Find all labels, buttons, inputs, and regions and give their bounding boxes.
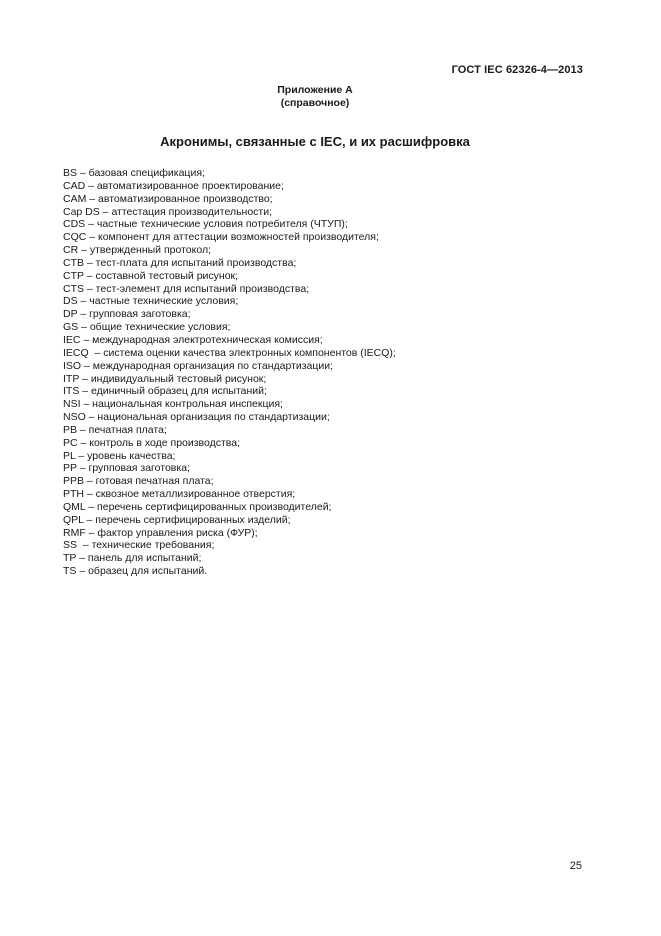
acronym-item: ITP – индивидуальный тестовый рисунок;	[63, 372, 267, 385]
acronym-item: CTS – тест-элемент для испытаний производства;	[63, 282, 310, 295]
acronym-item: QML – перечень сертифицированных производителей;	[63, 500, 332, 513]
acronym-item: PPB – готовая печатная плата;	[63, 475, 214, 488]
acronym-item: ITS – единичный образец для испытаний;	[63, 385, 267, 398]
acronym-item: TS – образец для испытаний.	[63, 565, 208, 578]
page-number: 25	[569, 860, 582, 872]
acronym-item: CR – утвержденный протокол;	[63, 244, 211, 257]
acronym-item: CAD – автоматизированное проектирование;	[63, 179, 284, 192]
annex-type: (справочное)	[280, 97, 350, 109]
annex-label: Приложение А	[277, 84, 353, 96]
acronym-item: TP – панель для испытаний;	[63, 552, 202, 565]
acronym-item: PB – печатная плата;	[63, 423, 167, 436]
acronym-item: NSO – национальная организация по стандартизации;	[63, 411, 330, 424]
acronym-item: DS – частные технические условия;	[63, 295, 239, 308]
acronym-item: ISO – международная организация по стандартизации;	[63, 359, 334, 372]
acronym-item: PTH – сквозное металлизированное отверстия;	[63, 488, 296, 501]
acronym-item: PL – уровень качества;	[63, 449, 176, 462]
acronym-item: GS – общие технические условия;	[63, 321, 231, 334]
acronym-list	[63, 167, 583, 578]
acronym-item: PP – групповая заготовка;	[63, 462, 190, 475]
acronym-item: CQC – компонент для аттестации возможностей производителя;	[63, 231, 379, 244]
acronym-item: PC – контроль в ходе производства;	[63, 436, 241, 449]
acronym-item: Cap DS – аттестация производительности;	[63, 205, 273, 218]
acronym-item: BS – базовая спецификация;	[63, 167, 205, 179]
acronym-item: DP – групповая заготовка;	[63, 308, 191, 321]
acronym-item: CTB – тест-плата для испытаний производства;	[63, 256, 297, 269]
standard-code: ГОСТ IEC 62326-4—2013	[451, 64, 583, 76]
acronym-item: QPL – перечень сертифицированных изделий;	[63, 513, 291, 526]
acronym-item: CDS – частные технические условия потребителя (ЧТУП);	[63, 218, 348, 231]
page-title: Акронимы, связанные с IEC, и их расшифровка	[160, 134, 470, 149]
acronym-item: IECQ – система оценки качества электронных компонентов (IECQ);	[63, 346, 396, 359]
acronym-item: SS – технические требования;	[63, 539, 215, 552]
acronym-item: IEC – международная электротехническая комиссия;	[63, 333, 323, 346]
acronym-item: CTP – составной тестовый рисунок;	[63, 269, 239, 282]
annex-heading	[0, 84, 630, 110]
acronym-item: NSI – национальная контрольная инспекция;	[63, 398, 283, 411]
acronym-item: CAM – автоматизированное производство;	[63, 192, 273, 205]
acronym-item: RMF – фактор управления риска (ФУР);	[63, 526, 258, 539]
